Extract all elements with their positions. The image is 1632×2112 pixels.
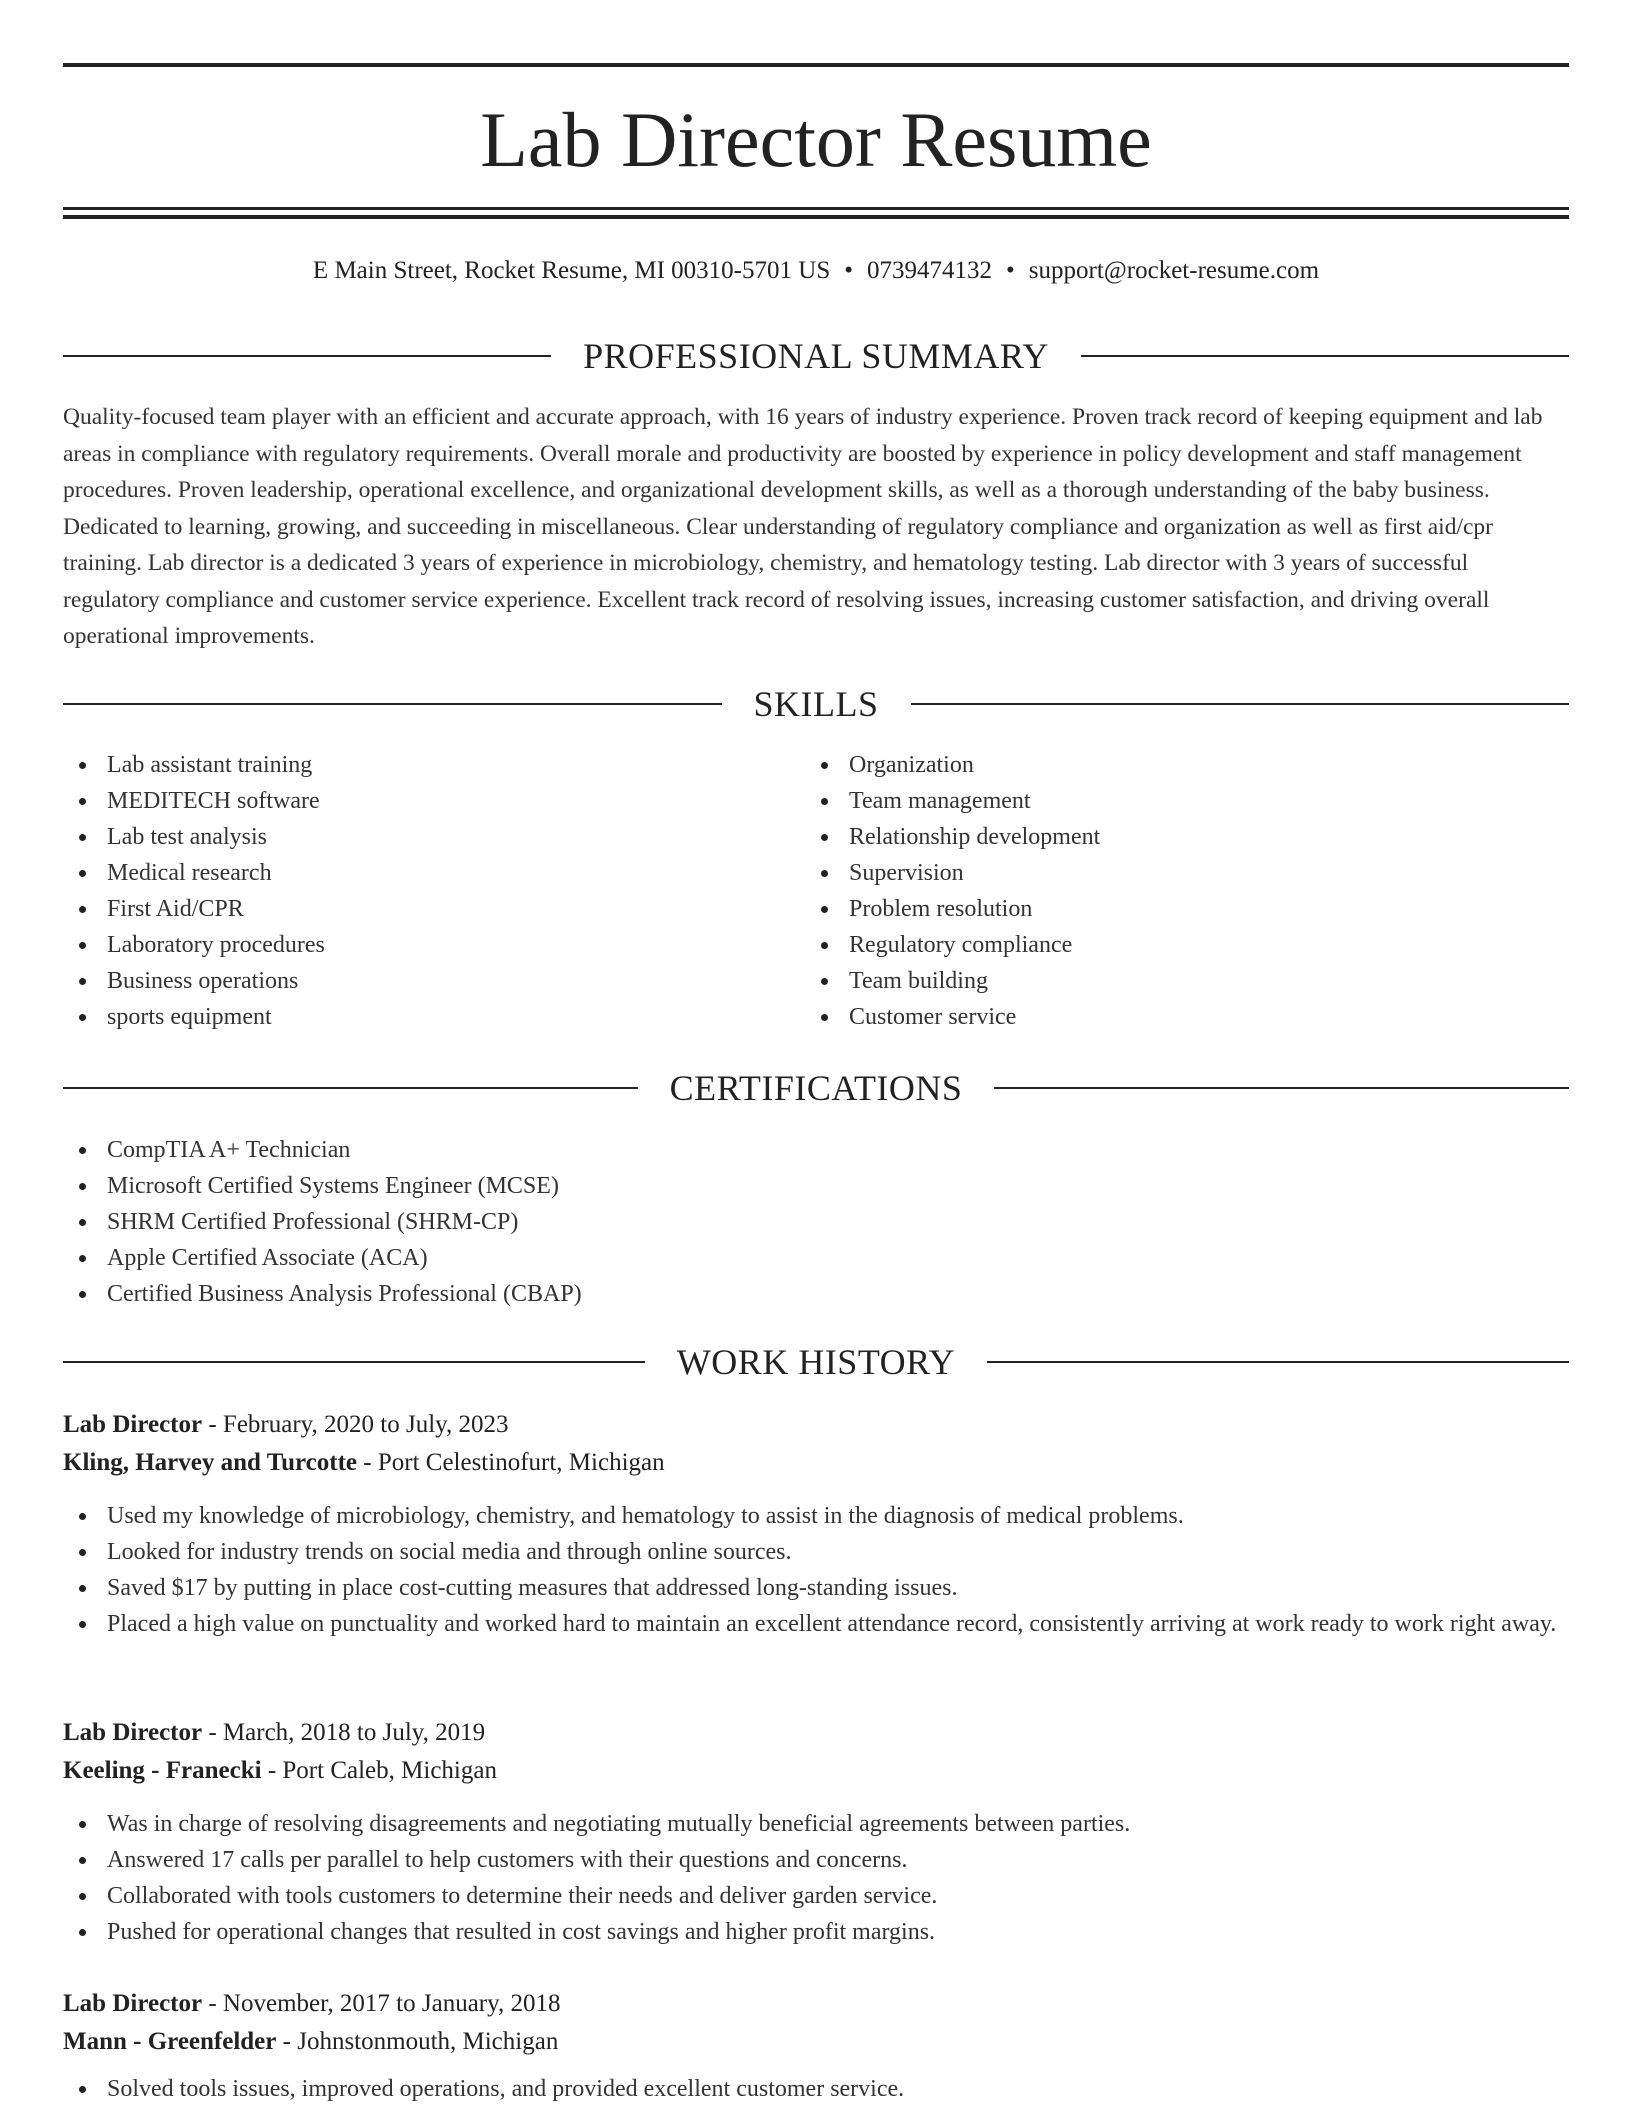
job-dates: - March, 2018 to July, 2019: [202, 1719, 486, 1746]
section-heading-skills: [63, 682, 1569, 726]
skills-list-right: [805, 747, 1505, 1035]
job-title: Lab Director: [63, 1990, 203, 2017]
skill-item: Problem resolution: [805, 891, 1505, 927]
page-title: Lab Director Resume: [480, 96, 1152, 183]
job-title-line: [63, 1714, 1569, 1752]
skill-item: First Aid/CPR: [63, 891, 763, 927]
certification-item: CompTIA A+ Technician: [63, 1132, 1569, 1168]
job-company-line: [63, 2023, 1569, 2061]
section-heading-summary: [63, 334, 1569, 378]
section-heading-work-history: [63, 1340, 1569, 1384]
job-bullets: [63, 2071, 1569, 2107]
skill-item: Team management: [805, 783, 1505, 819]
job-bullet: Looked for industry trends on social media and through online sources.: [63, 1534, 1569, 1570]
job-bullet: Saved $17 by putting in place cost-cutting measures that addressed long-standing issues.: [63, 1570, 1569, 1606]
skill-item: Lab assistant training: [63, 747, 763, 783]
section-label: PROFESSIONAL SUMMARY: [583, 336, 1049, 376]
contact-separator: •: [1006, 257, 1015, 284]
job-bullet: Solved tools issues, improved operations, and provided excellent customer service.: [63, 2071, 1569, 2107]
certification-item: Certified Business Analysis Professional (CBAP): [63, 1276, 1569, 1312]
job-bullet: Placed a high value on punctuality and worked hard to maintain an excellent attendance record, consistently arriving at work ready to work right away.: [63, 1606, 1569, 1642]
skill-item: Relationship development: [805, 819, 1505, 855]
job-company: Mann - Greenfelder: [63, 2028, 277, 2055]
contact-separator: •: [844, 257, 853, 284]
job-location: - Johnstonmouth, Michigan: [276, 2028, 559, 2055]
job-title-line: [63, 1985, 1569, 2023]
heading-rule: [1081, 355, 1569, 357]
section-label: SKILLS: [753, 684, 879, 724]
contact-line: [63, 254, 1569, 288]
heading-rule: [63, 1087, 638, 1089]
skill-item: Customer service: [805, 999, 1505, 1035]
job-bullet: Was in charge of resolving disagreements and negotiating mutually beneficial agreements between parties.: [63, 1806, 1569, 1842]
summary-text: Quality-focused team player with an efficient and accurate approach, with 16 years of industry experience. Proven track record of keeping equipment and lab areas in compliance with regulatory requirements. Overall morale and productivity are boosted by experience in policy development and staff management procedures. Proven leadership, operational excellence, and organizational development skills, as well as a thorough understanding of the baby business. Dedicated to learning, growing, and succeeding in miscellaneous. Clear understanding of regulatory compliance and organization as well as first aid/cpr training. Lab director is a dedicated 3 years of experience in microbiology, chemistry, and hematology testing. Lab director with 3 years of successful regulatory compliance and customer service experience. Excellent track record of resolving issues, increasing customer satisfaction, and driving overall operational improvements.: [63, 404, 1543, 649]
contact-address: E Main Street, Rocket Resume, MI 00310-5701 US: [312, 257, 831, 284]
job-company-line: [63, 1444, 1569, 1482]
job-entry: [63, 1985, 1569, 2107]
job-location: - Port Celestinofurt, Michigan: [357, 1449, 665, 1476]
heading-rule: [63, 703, 722, 705]
skill-item: Business operations: [63, 963, 763, 999]
job-title: Lab Director: [63, 1719, 203, 1746]
job-entry: [63, 1406, 1569, 1642]
job-company-line: [63, 1752, 1569, 1790]
skill-item: Medical research: [63, 855, 763, 891]
skill-item: Lab test analysis: [63, 819, 763, 855]
job-entry: [63, 1714, 1569, 1950]
job-bullet: Pushed for operational changes that resulted in cost savings and higher profit margins.: [63, 1914, 1569, 1950]
certifications-list: [63, 1132, 1569, 1312]
job-bullet: Used my knowledge of microbiology, chemistry, and hematology to assist in the diagnosis of medical problems.: [63, 1498, 1569, 1534]
section-label: CERTIFICATIONS: [669, 1068, 963, 1108]
job-bullet: Answered 17 calls per parallel to help customers with their questions and concerns.: [63, 1842, 1569, 1878]
contact-phone[interactable]: 0739474132: [867, 257, 992, 284]
certification-item: SHRM Certified Professional (SHRM-CP): [63, 1204, 1569, 1240]
heading-rule: [63, 355, 551, 357]
job-company: Keeling - Franecki: [63, 1757, 262, 1784]
job-bullets: [63, 1806, 1569, 1950]
heading-rule: [63, 1361, 645, 1363]
job-location: - Port Caleb, Michigan: [261, 1757, 497, 1784]
top-rule: [63, 63, 1569, 67]
skill-item: Laboratory procedures: [63, 927, 763, 963]
job-bullets: [63, 1498, 1569, 1642]
job-title: Lab Director: [63, 1411, 203, 1438]
heading-rule: [994, 1087, 1569, 1089]
contact-email[interactable]: support@rocket-resume.com: [1028, 257, 1320, 284]
job-dates: - February, 2020 to July, 2023: [202, 1411, 509, 1438]
skill-item: sports equipment: [63, 999, 763, 1035]
skills-list-left: [63, 747, 763, 1035]
certification-item: Apple Certified Associate (ACA): [63, 1240, 1569, 1276]
skill-item: Regulatory compliance: [805, 927, 1505, 963]
certification-item: Microsoft Certified Systems Engineer (MCSE): [63, 1168, 1569, 1204]
job-bullet: Collaborated with tools customers to determine their needs and deliver garden service.: [63, 1878, 1569, 1914]
skill-item: Supervision: [805, 855, 1505, 891]
job-dates: - November, 2017 to January, 2018: [202, 1990, 561, 2017]
skill-item: MEDITECH software: [63, 783, 763, 819]
skill-item: Organization: [805, 747, 1505, 783]
job-title-line: [63, 1406, 1569, 1444]
section-label: WORK HISTORY: [676, 1342, 956, 1382]
job-company: Kling, Harvey and Turcotte: [63, 1449, 358, 1476]
title-double-rule: [63, 207, 1569, 219]
skill-item: Team building: [805, 963, 1505, 999]
heading-rule: [911, 703, 1570, 705]
section-heading-certifications: [63, 1066, 1569, 1110]
heading-rule: [987, 1361, 1569, 1363]
